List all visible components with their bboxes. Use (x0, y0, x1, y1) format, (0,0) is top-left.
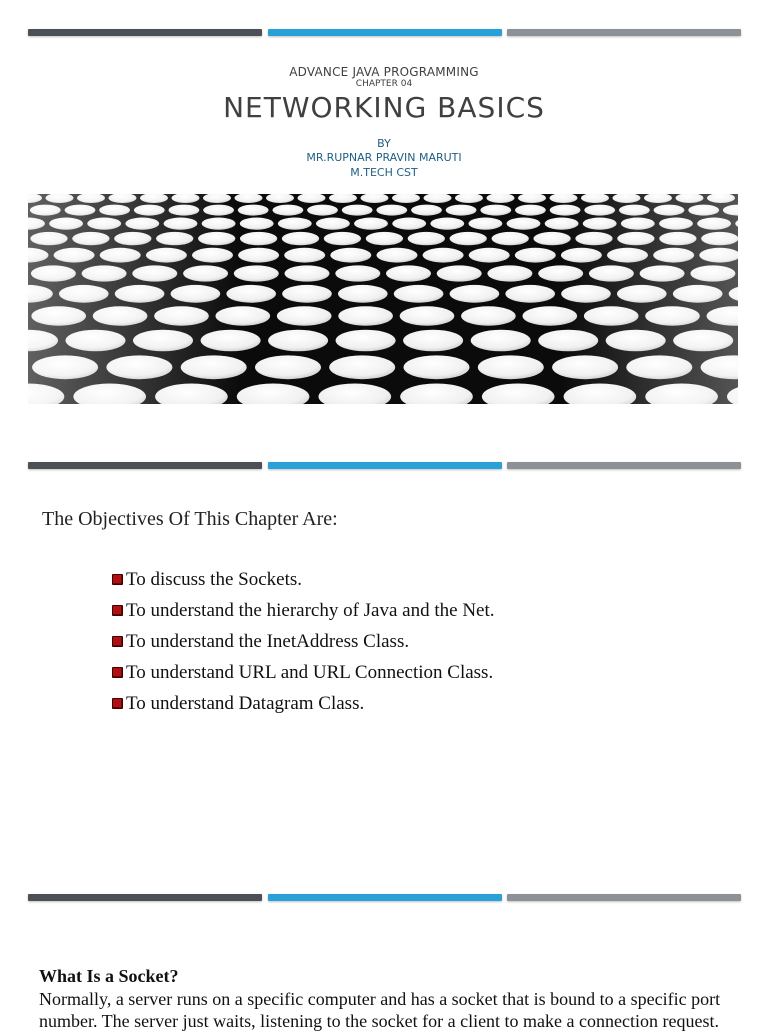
slide-divider-bars (28, 29, 741, 36)
list-item (112, 564, 495, 595)
divider-bar-gray (507, 894, 741, 901)
bullet-square-icon (112, 605, 123, 616)
divider-bar-blue (268, 894, 502, 901)
page-title: NETWORKING BASICS (223, 91, 545, 124)
list-item (112, 688, 495, 719)
list-item (112, 626, 495, 657)
section-paragraph: Normally, a server runs on a specific computer and has a socket that is bound to a specific port number. The server just waits, listening to the socket for a client to make a connection request. (39, 989, 721, 1031)
objectives-heading: The Objectives Of This Chapter Are: (42, 508, 338, 530)
list-item-text: To understand Datagram Class. (126, 692, 365, 714)
slide-divider-bars (28, 894, 741, 901)
bullet-square-icon (112, 574, 123, 585)
cover-image (28, 194, 738, 404)
course-name: ADVANCE JAVA PROGRAMMING (289, 65, 479, 79)
list-item (112, 657, 495, 688)
divider-bar-gray (507, 462, 741, 469)
list-item-text: To understand the hierarchy of Java and the Net. (126, 599, 495, 621)
list-item-text: To understand URL and URL Connection Class. (126, 661, 494, 683)
list-item (112, 595, 495, 626)
bullet-square-icon (112, 667, 123, 678)
chapter-label: CHAPTER 04 (355, 79, 413, 89)
divider-bar-dark (28, 894, 262, 901)
author-by: BY (377, 137, 391, 150)
bullet-square-icon (112, 636, 123, 647)
divider-bar-blue (268, 29, 502, 36)
author-degree: M.TECH CST (350, 166, 418, 179)
list-item-text: To understand the InetAddress Class. (126, 630, 410, 652)
divider-bar-gray (507, 29, 741, 36)
bullet-square-icon (112, 698, 123, 709)
section-heading: What Is a Socket? (39, 966, 179, 986)
list-item-text: To discuss the Sockets. (126, 568, 302, 590)
divider-bar-dark (28, 29, 262, 36)
slide-divider-bars (28, 462, 741, 469)
author-name: MR.RUPNAR PRAVIN MARUTI (306, 151, 462, 164)
divider-bar-blue (268, 462, 502, 469)
divider-bar-dark (28, 462, 262, 469)
white-disks-image (28, 194, 738, 404)
objectives-list (112, 564, 495, 719)
